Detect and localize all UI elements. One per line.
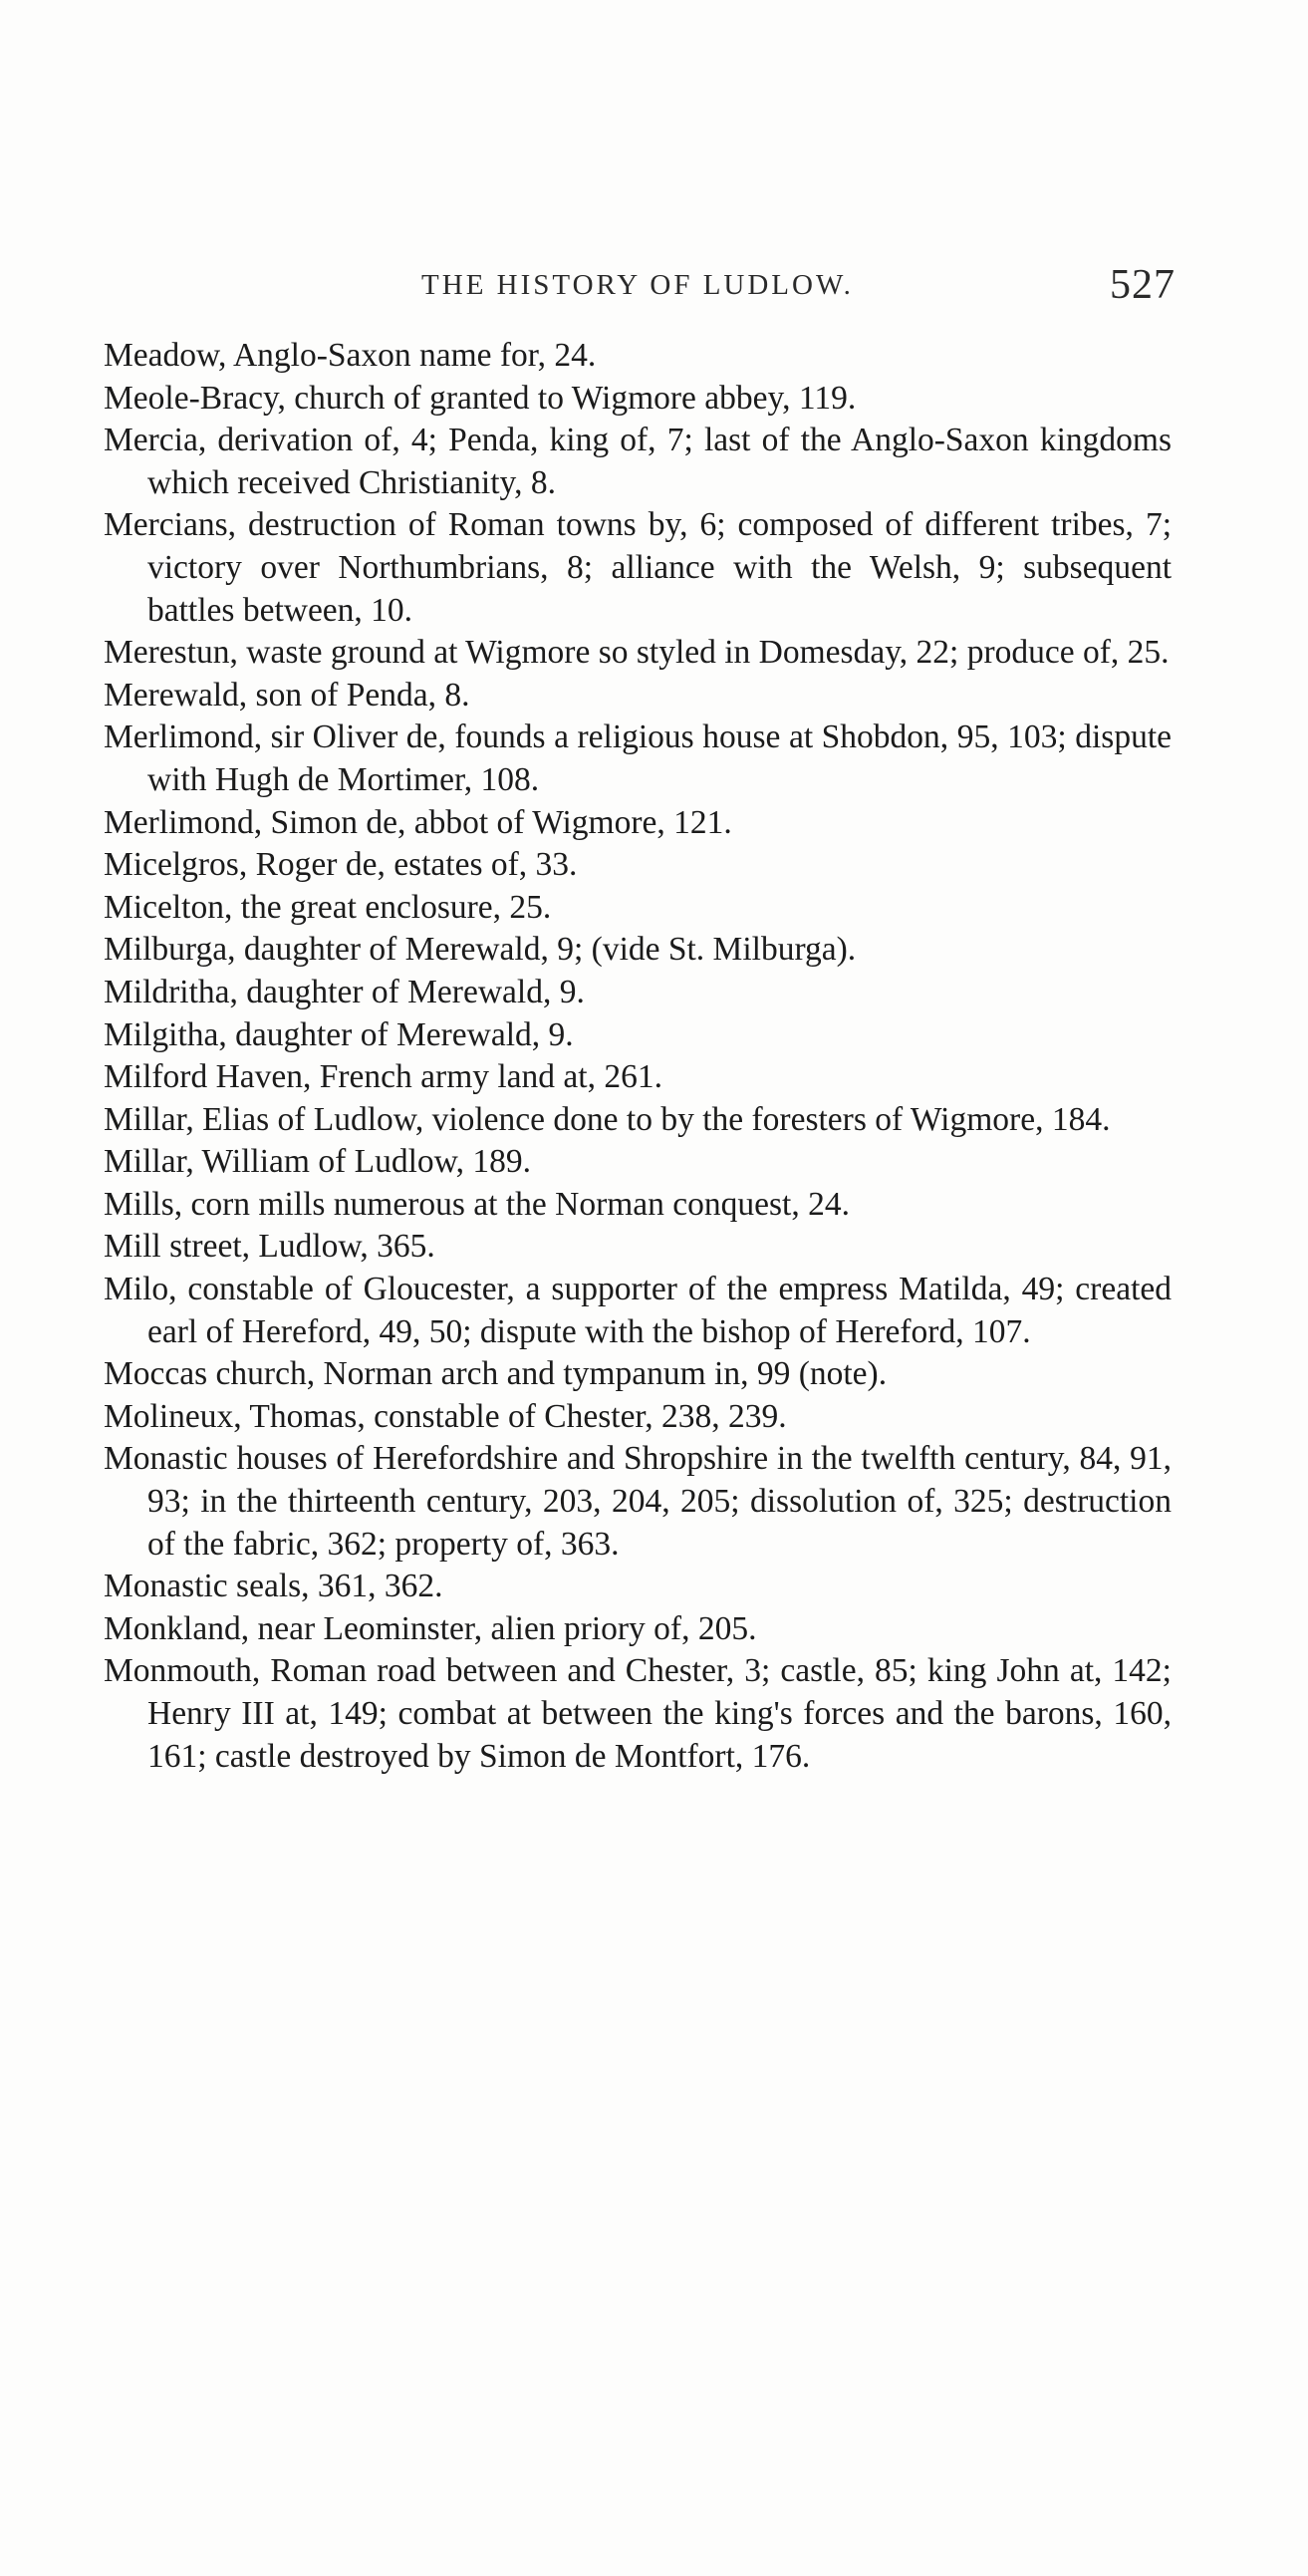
index-entry <box>104 1438 1172 1566</box>
index-entry-text: Monkland, near Leominster, alien priory of, 205. <box>104 1609 757 1647</box>
index-entry-text: Merlimond, sir Oliver de, founds a religious house at Shobdon, 95, 103; dispute with Hugh de Mortimer, 108. <box>104 718 1172 798</box>
running-head <box>100 261 1176 311</box>
index-entry <box>104 1269 1172 1353</box>
index-list <box>104 335 1172 1778</box>
index-entry <box>104 1099 1172 1142</box>
index-entry-text: Molineux, Thomas, constable of Chester, 238, 239. <box>104 1397 787 1435</box>
index-entry-text: Mill street, Ludlow, 365. <box>104 1228 435 1266</box>
index-entry <box>104 1056 1172 1099</box>
index-entry-text: Milburga, daughter of Merewald, 9; (vide St. Milburga). <box>104 931 857 969</box>
index-entry <box>104 802 1172 845</box>
index-entry <box>104 1014 1172 1057</box>
index-entry-text: Monastic houses of Herefordshire and Shropshire in the twelfth century, 84, 91, 93; in the thirteenth century, 203, 204, 205; dissolution of, 325; destruction of the fabric, 362; property of, 363. <box>104 1440 1172 1563</box>
index-entry-text: Mercia, derivation of, 4; Penda, king of, 7; last of the Anglo-Saxon kingdoms which received Christianity, 8. <box>104 422 1172 501</box>
index-entry-text: Monastic seals, 361, 362. <box>104 1568 443 1605</box>
index-entry-text: Merlimond, Simon de, abbot of Wigmore, 121. <box>104 803 732 841</box>
index-entry-text: Meole-Bracy, church of granted to Wigmore abbey, 119. <box>104 379 857 417</box>
index-entry <box>104 335 1172 378</box>
index-entry <box>104 632 1172 675</box>
index-entry <box>104 716 1172 801</box>
index-entry-text: Milo, constable of Gloucester, a supporter of the empress Matilda, 49; created earl of Hereford, 49, 50; dispute with the bishop of Hereford, 107. <box>104 1271 1172 1350</box>
index-entry-text: Milgitha, daughter of Merewald, 9. <box>104 1015 574 1053</box>
index-entry <box>104 1141 1172 1184</box>
index-entry <box>104 844 1172 887</box>
index-entry-text: Moccas church, Norman arch and tympanum in, 99 (note). <box>104 1355 888 1393</box>
index-entry <box>104 972 1172 1014</box>
index-entry <box>104 1226 1172 1269</box>
index-entry-text: Milford Haven, French army land at, 261. <box>104 1058 662 1096</box>
index-entry <box>104 1608 1172 1651</box>
index-entry <box>104 1353 1172 1396</box>
index-entry <box>104 1566 1172 1608</box>
index-entry-text: Mills, corn mills numerous at the Norman conquest, 24. <box>104 1185 850 1223</box>
index-entry <box>104 420 1172 504</box>
index-entry <box>104 929 1172 972</box>
index-entry <box>104 675 1172 717</box>
page-number: 527 <box>1110 262 1176 308</box>
index-entry-text: Monmouth, Roman road between and Chester, 3; castle, 85; king John at, 142; Henry III at, 149; combat at between the king's forces and the barons, 160, 161; castle destroyed by Simon de Montfort, 176. <box>104 1652 1172 1775</box>
index-entry-text: Merewald, son of Penda, 8. <box>104 676 470 714</box>
index-entry-text: Micelgros, Roger de, estates of, 33. <box>104 846 578 884</box>
index-entry-text: Mildritha, daughter of Merewald, 9. <box>104 973 585 1010</box>
index-entry-text: Micelton, the great enclosure, 25. <box>104 888 552 926</box>
running-title: THE HISTORY OF LUDLOW. <box>421 269 854 301</box>
index-entry <box>104 378 1172 421</box>
index-entry-text: Merestun, waste ground at Wigmore so styled in Domesday, 22; produce of, 25. <box>104 634 1170 672</box>
index-entry <box>104 1396 1172 1439</box>
index-entry-text: Meadow, Anglo-Saxon name for, 24. <box>104 337 597 374</box>
index-entry <box>104 1184 1172 1227</box>
index-entry-text: Millar, William of Ludlow, 189. <box>104 1143 532 1181</box>
index-entry <box>104 504 1172 632</box>
index-entry-text: Mercians, destruction of Roman towns by, 6; composed of different tribes, 7; victory over Northumbrians, 8; alliance with the Welsh, 9; subsequent battles between, 10. <box>104 506 1172 629</box>
index-entry <box>104 887 1172 930</box>
index-entry <box>104 1650 1172 1778</box>
index-entry-text: Millar, Elias of Ludlow, violence done to by the foresters of Wigmore, 184. <box>104 1100 1111 1138</box>
